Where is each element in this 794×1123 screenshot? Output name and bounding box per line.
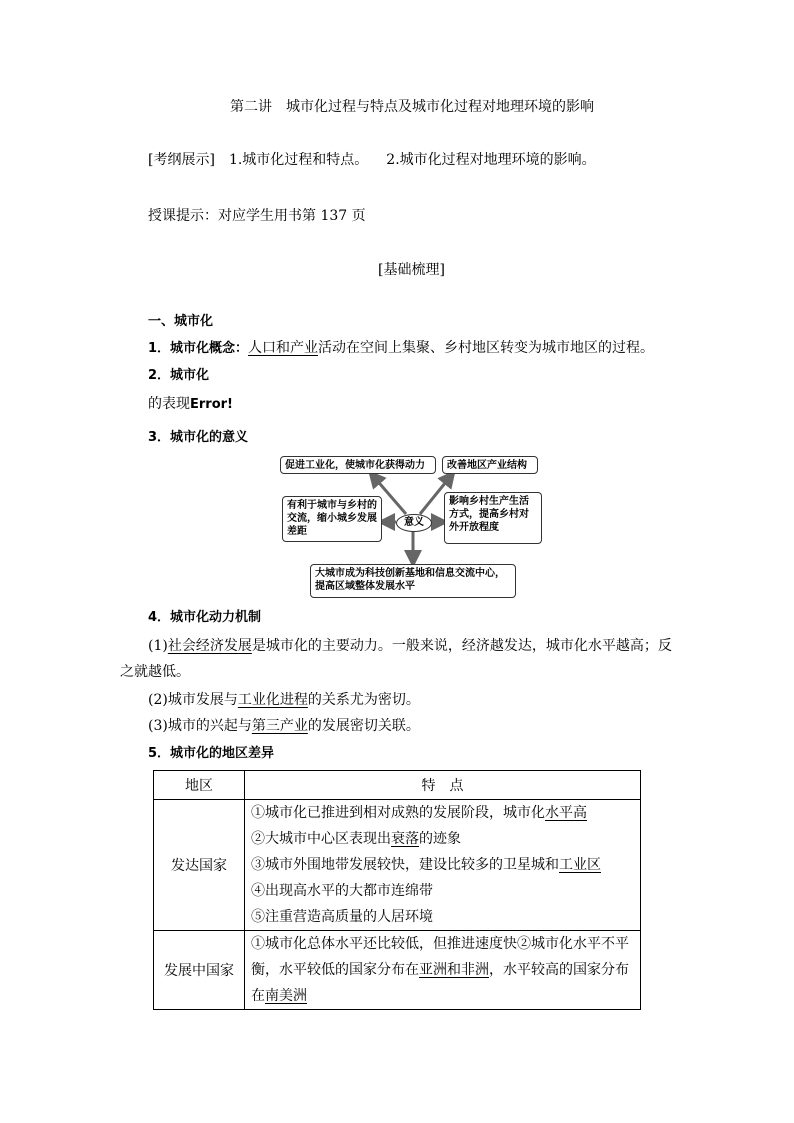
part4-p1-underlined: 社会经济发展 <box>167 638 252 654</box>
feature-line <box>251 852 634 878</box>
part4-p2-underlined: 工业化进程 <box>237 692 308 708</box>
feature-line: ⑤注重营造高质量的人居环境 <box>251 909 433 925</box>
part4-p3-prefix: (3)城市的兴起与 <box>148 718 252 734</box>
feature-line <box>251 957 634 983</box>
feature-text: ②大城市中心区表现出 <box>251 831 391 847</box>
part1-item2-line <box>148 394 233 415</box>
outline-item-1: 1.城市化过程和特点。 <box>228 152 369 168</box>
error-text: Error! <box>190 397 233 412</box>
table-row <box>154 800 641 931</box>
part4-p3-suffix: 的发展密切关联。 <box>307 718 420 734</box>
page-title: 第二讲 城市化过程与特点及城市化过程对地理环境的影响 <box>230 99 594 115</box>
diagram-box-right: 影响乡村生产生活方式，提高乡村对外开放程度 <box>444 492 542 544</box>
part5-heading: 5．城市化的地区差异 <box>148 746 275 761</box>
part4-p2-prefix: (2)城市发展与 <box>148 692 238 708</box>
region-developing: 发展中国家 <box>154 931 245 1010</box>
feature-text: 的迹象 <box>419 831 461 847</box>
feature-underlined: 水平高 <box>545 805 587 821</box>
feature-line <box>251 983 634 1009</box>
feature-text: ③城市外围地带发展较快，建设比较多的卫星城和 <box>251 857 559 873</box>
outline-item-2: 2.城市化过程对地理环境的影响。 <box>386 152 596 168</box>
feature-text: ，水平较高的国家分布 <box>489 962 629 978</box>
diagram-box-top-left: 促进工业化，使城市化获得动力 <box>280 456 436 474</box>
part4-p2 <box>148 690 420 710</box>
part4-p1 <box>148 636 672 656</box>
region-table <box>153 770 641 1010</box>
feature-underlined: 衰落 <box>391 831 419 847</box>
outline-label: [考纲展示] <box>148 152 215 168</box>
feature-line <box>251 826 634 852</box>
feature-line: ①城市化总体水平还比较低，但推进速度快②城市化水平不平 <box>251 936 629 952</box>
part4-heading: 4．城市化动力机制 <box>148 610 262 625</box>
part1-item3-heading: 3．城市化的意义 <box>148 430 249 445</box>
feature-line <box>251 800 634 826</box>
part1-item1 <box>148 338 654 359</box>
part1-item1-suffix: 活动在空间上集聚、乡村地区转变为城市地区的过程。 <box>318 340 655 356</box>
table-header-region: 地区 <box>154 771 245 800</box>
part4-p1-suffix: 是城市化的主要动力。一般来说，经济越发达，城市化水平越高；反 <box>251 638 672 654</box>
diagram-box-top-right: 改善地区产业结构 <box>442 456 538 474</box>
section-heading: [基础梳理] <box>378 262 445 278</box>
lecture-hint: 授课提示：对应学生用书第 137 页 <box>148 208 366 224</box>
features-developing <box>245 931 641 1010</box>
feature-underlined: 南美洲 <box>265 988 307 1004</box>
part4-p3-underlined: 第三产业 <box>251 718 308 734</box>
part1-item1-prefix: 1．城市化概念： <box>148 341 249 356</box>
part1-heading: 一、城市化 <box>148 314 214 329</box>
table-header-features: 特 点 <box>245 771 641 800</box>
part1-item2-heading: 2．城市化 <box>148 368 210 383</box>
feature-underlined: 工业区 <box>559 857 601 873</box>
feature-line: ④出现高水平的大都市连绵带 <box>251 883 433 899</box>
table-header-row <box>154 771 641 800</box>
outline-line <box>148 150 596 170</box>
feature-text: 衡，水平较低的国家分布在 <box>251 962 419 978</box>
part1-item1-underlined: 人口和产业 <box>248 340 319 356</box>
feature-text: 在 <box>251 988 265 1004</box>
diagram-box-bottom: 大城市成为科技创新基地和信息交流中心，提高区域整体发展水平 <box>310 564 516 598</box>
part4-p2-suffix: 的关系尤为密切。 <box>307 692 420 708</box>
part1-item2-prefix: 的表现 <box>148 396 190 412</box>
table-row <box>154 931 641 1010</box>
diagram-box-left: 有利于城市与乡村的交流，缩小城乡发展差距 <box>282 496 382 542</box>
significance-diagram <box>278 452 546 600</box>
feature-text: ①城市化已推进到相对成熟的发展阶段，城市化 <box>251 805 545 821</box>
feature-underlined: 亚洲和非洲 <box>419 962 489 978</box>
part4-p3 <box>148 716 420 736</box>
region-developed: 发达国家 <box>154 800 245 931</box>
part4-p1-prefix: (1) <box>148 638 168 654</box>
features-developed <box>245 800 641 931</box>
part4-p1-cont: 之就越低。 <box>120 664 190 680</box>
diagram-center: 意义 <box>396 514 432 532</box>
